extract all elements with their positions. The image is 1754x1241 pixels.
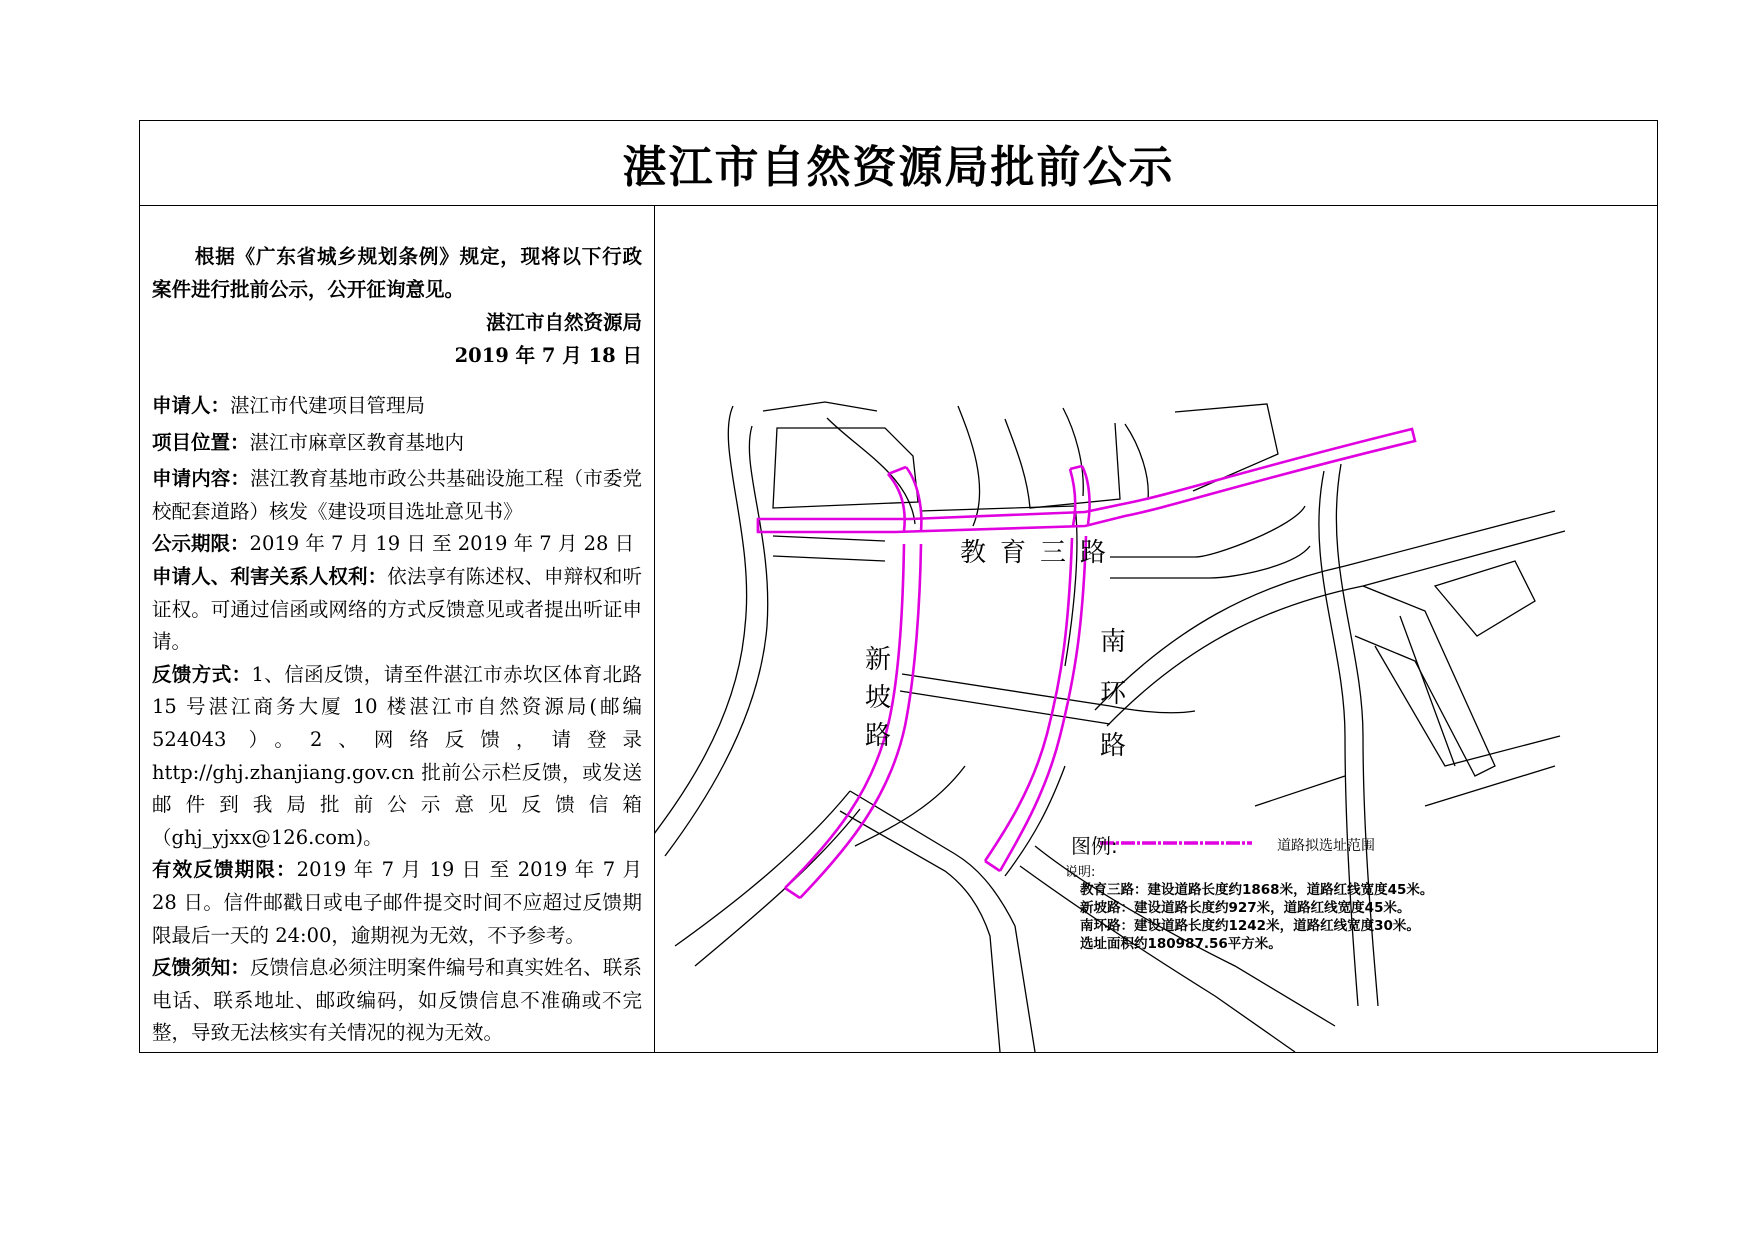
applicant-label: 申请人	[152, 394, 211, 417]
rights-label: 申请人、利害关系人权利	[152, 564, 368, 588]
feedback-deadline-value: 2019 年 7 月 19 日 至 2019 年 7 月 28 日。信件邮戳日或电子邮件提交时间不应超过反馈期限最后一天的 24:00，逾期视为无效，不予参考。	[152, 858, 642, 947]
feedback-notice-item: 反馈须知：反馈信息必须注明案件编号和真实姓名、联系电话、联系地址、邮政编码，如反馈信息不准确或不完整，导致无法核实有关情况的视为无效。	[152, 956, 642, 1045]
note-line-nanhuan: 南环路：建设道路长度约1242米，道路红线宽度30米。	[1080, 918, 1420, 934]
period-item: 公示期限：2019 年 7 月 19 日 至 2019 年 7 月 28 日	[152, 532, 635, 556]
location-value: 湛江市麻章区教育基地内	[249, 430, 465, 454]
note-line-area: 选址面积约180987.56平方米。	[1080, 936, 1282, 952]
feedback-method-label: 反馈方式	[152, 662, 232, 686]
issuing-org: 湛江市自然资源局	[485, 311, 642, 334]
rights-value: 依法享有陈述权、申辩权和听证权。可通过信函或网络的方式反馈意见或者提出听证申请。	[152, 564, 642, 654]
feedback-deadline-label: 有效反馈期限	[152, 858, 276, 882]
title-row	[140, 121, 1657, 206]
road-label-xinpo: 新坡路	[865, 645, 892, 751]
period-value: 2019 年 7 月 19 日 至 2019 年 7 月 28 日	[249, 532, 635, 556]
content-value: 湛江教育基地市政公共基础设施工程（市委党校配套道路）核发《建设项目选址意见书》	[152, 467, 642, 523]
note-line-xinpo: 新坡路：建设道路长度约927米，道路红线宽度45米。	[1080, 900, 1411, 916]
legend-line-label: 道路拟选址范围	[1277, 838, 1375, 854]
location-label: 项目位置	[152, 430, 231, 454]
site-map	[655, 206, 1657, 1052]
feedback-deadline-item: 有效反馈期限：2019 年 7 月 19 日 至 2019 年 7 月 28 日。信件邮戳日或电子邮件提交时间不应超过反馈期限最后一天的 24:00，逾期视为无效，不予参考。	[152, 858, 642, 947]
feedback-notice-value: 反馈信息必须注明案件编号和真实姓名、联系电话、联系地址、邮政编码，如反馈信息不准确或不完整，导致无法核实有关情况的视为无效。	[152, 956, 642, 1045]
issue-date: 2019 年 7 月 18 日	[454, 344, 642, 367]
feedback-method-value: 1、信函反馈，请至件湛江市赤坎区体育北路 15 号湛江商务大厦 10 楼湛江市自然资源局(邮编 524043 ）。2、网络反馈，请登录 http://ghj.zhanjiang.gov.cn 批前公示栏反馈，或发送邮件到我局批前公示意见反馈信箱（ghj_yjxx@126.com)。	[152, 662, 642, 849]
intro-text: 根据《广东省城乡规划条例》规定，现将以下行政案件进行批前公示，公开征询意见。	[152, 245, 642, 301]
road-label-nanhuan: 南环路	[1100, 627, 1127, 761]
note-line-jiaoyu: 教育三路：建设道路长度约1868米，道路红线宽度45米。	[1080, 882, 1434, 898]
notes-heading: 说明:	[1065, 865, 1096, 880]
rights-item: 申请人、利害关系人权利：依法享有陈述权、申辩权和听证权。可通过信函或网络的方式反馈意见或者提出听证申请。	[152, 564, 642, 654]
applicant-item: 申请人：湛江市代建项目管理局	[152, 394, 426, 417]
page-title: 湛江市自然资源局批前公示	[622, 142, 1175, 193]
notice-frame	[139, 120, 1658, 1053]
content-item: 申请内容：湛江教育基地市政公共基础设施工程（市委党校配套道路）核发《建设项目选址意见书》	[152, 467, 642, 523]
feedback-method-item: 反馈方式：1、信函反馈，请至件湛江市赤坎区体育北路 15 号湛江商务大厦 10 楼湛江市自然资源局(邮编 524043 ）。2、网络反馈，请登录 http://ghj.zhanjiang.gov.cn 批前公示栏反馈，或发送邮件到我局批前公示意见反馈信箱（ghj_yjxx@126.com)。	[152, 662, 642, 849]
notice-text-column	[140, 206, 655, 1052]
feedback-notice-label: 反馈须知	[152, 956, 231, 980]
intro-paragraph	[152, 240, 642, 306]
period-label: 公示期限	[152, 532, 231, 556]
content-label: 申请内容	[152, 467, 231, 491]
legend-title: 图例:	[1071, 834, 1118, 858]
applicant-value: 湛江市代建项目管理局	[230, 394, 426, 417]
location-item: 项目位置：湛江市麻章区教育基地内	[152, 430, 465, 454]
road-label-jiaoyu: 教育三路	[960, 538, 1121, 568]
